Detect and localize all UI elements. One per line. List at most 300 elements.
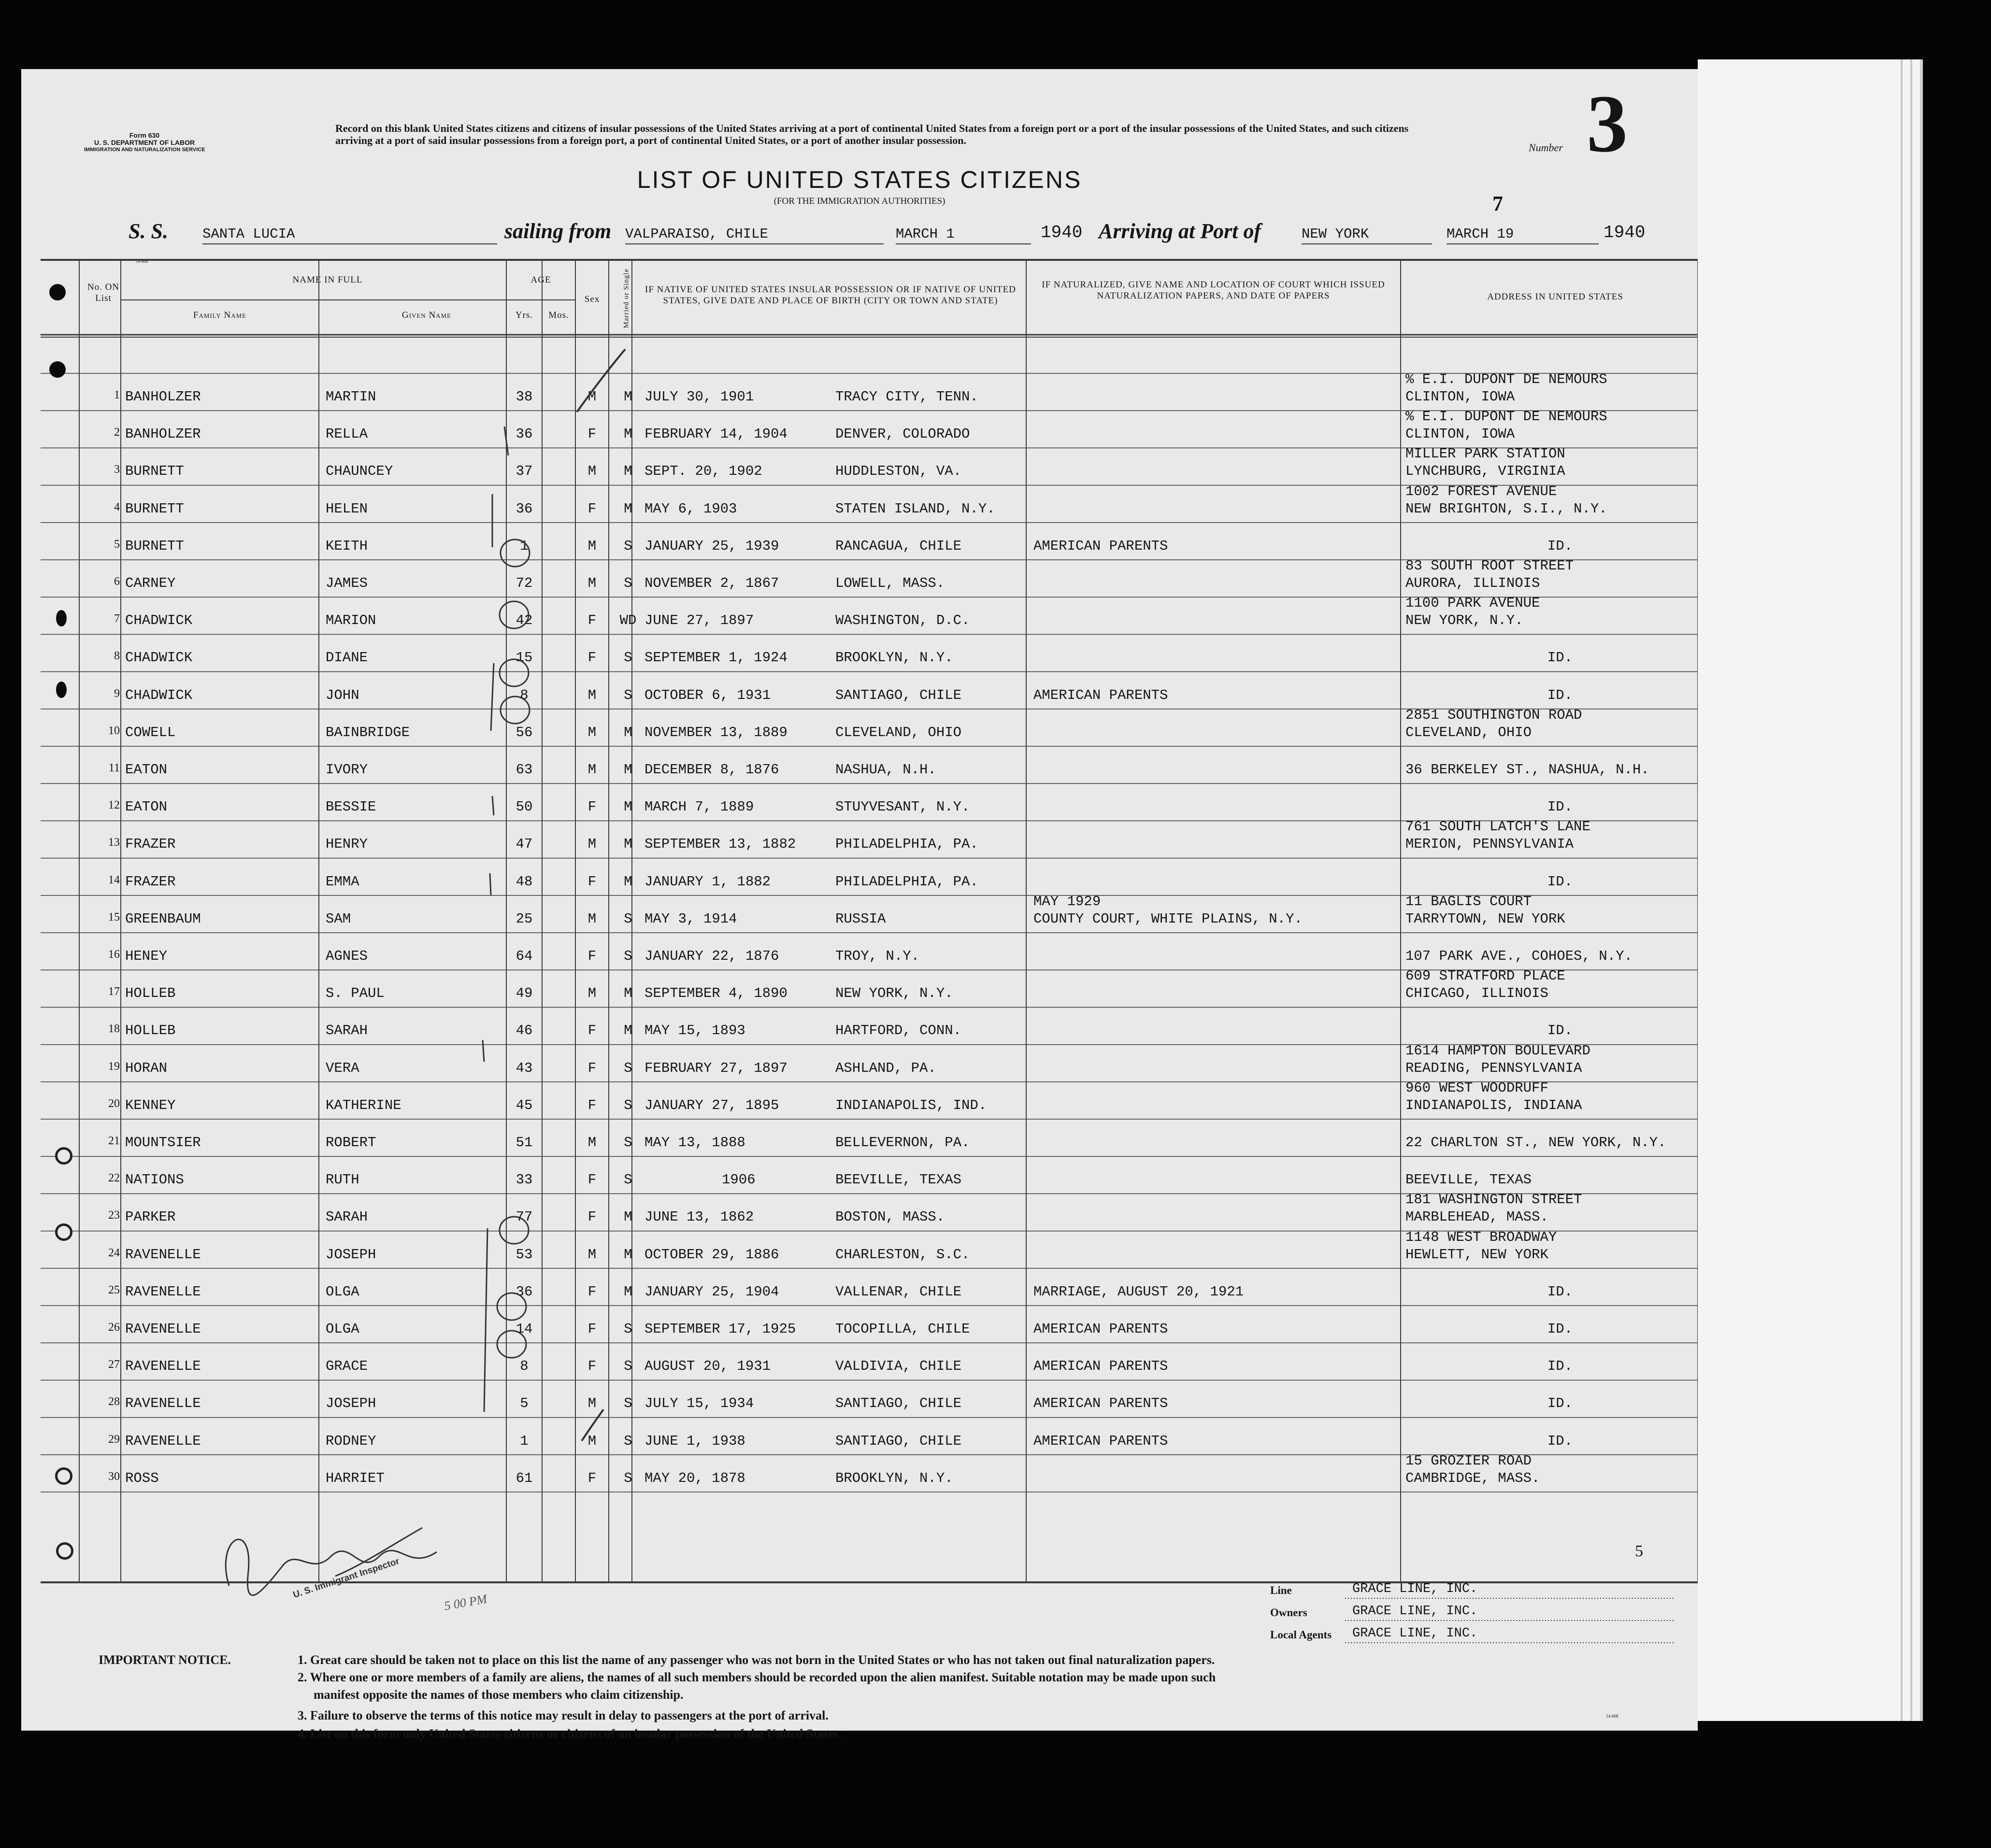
- address-line-1: 1614 HAMPTON BOULEVARD: [1405, 1042, 1590, 1059]
- punch-hole: [49, 361, 66, 378]
- birth-place: VALDIVIA, CHILE: [835, 1358, 962, 1375]
- arrival-year: 1940: [1604, 223, 1646, 242]
- family-name: BANHOLZER: [125, 426, 201, 442]
- address-line-2: ID.: [1547, 1283, 1573, 1300]
- address-line-2: LYNCHBURG, VIRGINIA: [1405, 463, 1565, 480]
- family-name: RAVENELLE: [125, 1246, 201, 1263]
- age-years: 15: [516, 650, 533, 666]
- birth-place: NASHUA, N.H.: [835, 762, 936, 778]
- row-number: 8: [114, 650, 120, 663]
- arrival-port: NEW YORK: [1302, 226, 1369, 242]
- family-name: NATIONS: [125, 1172, 184, 1188]
- address-line-2: AURORA, ILLINOIS: [1405, 575, 1540, 591]
- header-address: ADDRESS IN UNITED STATES: [1487, 292, 1623, 302]
- sex: M: [587, 1395, 597, 1412]
- address-line-1: 761 SOUTH LATCH'S LANE: [1405, 819, 1590, 835]
- row-number: 27: [108, 1358, 120, 1371]
- birth-place: PHILADELPHIA, PA.: [835, 873, 978, 890]
- birth-date: JULY 15, 1934: [645, 1395, 754, 1412]
- stamp-time: 5 00 PM: [443, 1592, 488, 1613]
- given-name: CHAUNCEY: [326, 463, 393, 480]
- address-line-1: 609 STRATFORD PLACE: [1405, 968, 1565, 984]
- marital-status: WD: [619, 612, 637, 629]
- birth-date: FEBRUARY 14, 1904: [645, 426, 788, 442]
- given-name: BAINBRIDGE: [326, 724, 410, 740]
- marital-status: S: [624, 910, 632, 927]
- address-line-2: ID.: [1547, 873, 1573, 890]
- punch-hole: [55, 1147, 72, 1165]
- given-name: MARION: [326, 612, 376, 629]
- department-name: U. S. DEPARTMENT OF LABOR: [94, 139, 195, 146]
- address-line-1: 83 SOUTH ROOT STREET: [1405, 558, 1574, 574]
- address-line-1: 15 GROZIER ROAD: [1405, 1452, 1532, 1469]
- birth-date: SEPTEMBER 17, 1925: [645, 1321, 796, 1337]
- age-years: 61: [516, 1470, 533, 1486]
- birth-date: JANUARY 1, 1882: [645, 873, 771, 890]
- punch-hole: [49, 284, 66, 300]
- birth-date: SEPTEMBER 1, 1924: [645, 650, 788, 666]
- address-line-1: MILLER PARK STATION: [1405, 446, 1565, 462]
- sex: F: [587, 799, 597, 815]
- age-years: 33: [516, 1172, 533, 1188]
- birth-date: JUNE 13, 1862: [645, 1209, 754, 1225]
- age-years: 50: [516, 799, 533, 815]
- naturalization-line-1: MAY 1929: [1033, 893, 1101, 910]
- naturalization-line-2: AMERICAN PARENTS: [1033, 1395, 1168, 1412]
- given-name: JOSEPH: [326, 1246, 376, 1263]
- address-line-2: MERION, PENNSYLVANIA: [1405, 836, 1574, 853]
- marital-status: M: [624, 724, 632, 740]
- sex: F: [587, 1321, 597, 1337]
- family-name: BURNETT: [125, 500, 184, 517]
- marital-status: S: [624, 1395, 632, 1412]
- family-name: FRAZER: [125, 836, 176, 853]
- birth-date: MAY 15, 1893: [645, 1023, 745, 1039]
- birth-place: BELLEVERNON, PA.: [835, 1135, 970, 1151]
- row-number: 5: [114, 538, 120, 551]
- header-sex: Sex: [584, 294, 600, 304]
- marital-status: S: [624, 687, 632, 703]
- family-name: BANHOLZER: [125, 389, 201, 405]
- row-number: 15: [108, 910, 120, 924]
- family-name: RAVENELLE: [125, 1358, 201, 1375]
- marital-status: M: [624, 426, 632, 442]
- marital-status: S: [624, 1172, 632, 1188]
- given-name: GRACE: [326, 1358, 368, 1375]
- marital-status: S: [624, 948, 632, 964]
- age-years: 49: [516, 985, 533, 1002]
- address-line-2: CHICAGO, ILLINOIS: [1405, 985, 1548, 1002]
- birth-place: BROOKLYN, N.Y.: [835, 1470, 953, 1486]
- address-line-2: ID.: [1547, 1023, 1573, 1039]
- given-name: HENRY: [326, 836, 368, 853]
- marital-status: S: [624, 538, 632, 554]
- agents-value: GRACE LINE, INC.: [1352, 1626, 1478, 1641]
- number-label: Number: [1529, 142, 1563, 154]
- address-line-2: TARRYTOWN, NEW YORK: [1405, 910, 1565, 927]
- sex: F: [587, 500, 597, 517]
- sex: F: [587, 1097, 597, 1113]
- birth-date: MARCH 7, 1889: [645, 799, 754, 815]
- marital-status: M: [624, 985, 632, 1002]
- birth-place: SANTIAGO, CHILE: [835, 1395, 962, 1412]
- address-line-1: % E.I. DUPONT DE NEMOURS: [1405, 371, 1607, 387]
- address-line-1: 1100 PARK AVENUE: [1405, 595, 1540, 611]
- birth-date: JANUARY 25, 1904: [645, 1283, 779, 1300]
- birth-date: FEBRUARY 27, 1897: [645, 1060, 788, 1076]
- family-name: RAVENELLE: [125, 1395, 201, 1412]
- punch-hole: [56, 682, 67, 698]
- marital-status: M: [624, 762, 632, 778]
- given-name: SAM: [326, 910, 351, 927]
- marital-status: M: [624, 1283, 632, 1300]
- punch-hole: [56, 610, 67, 626]
- row-number: 9: [114, 687, 120, 700]
- family-name: GREENBAUM: [125, 910, 201, 927]
- family-name: PARKER: [125, 1209, 176, 1225]
- age-years: 72: [516, 575, 533, 591]
- age-years: 25: [516, 910, 533, 927]
- sex: F: [587, 650, 597, 666]
- header-age: AGE: [530, 275, 551, 285]
- row-number: 12: [108, 799, 120, 812]
- birth-place: INDIANAPOLIS, IND.: [835, 1097, 987, 1113]
- sex: F: [587, 1209, 597, 1225]
- service-name: IMMIGRATION AND NATURALIZATION SERVICE: [84, 147, 205, 153]
- marital-status: M: [624, 500, 632, 517]
- naturalization-line-2: COUNTY COURT, WHITE PLAINS, N.Y.: [1033, 910, 1303, 927]
- header-name-in-full: NAME IN FULL: [292, 275, 363, 285]
- family-name: HENEY: [125, 948, 168, 964]
- family-name: HORAN: [125, 1060, 168, 1076]
- address-line-2: ID.: [1547, 1358, 1573, 1375]
- birth-place: TOCOPILLA, CHILE: [835, 1321, 970, 1337]
- sex: F: [587, 1283, 597, 1300]
- row-number: 19: [108, 1060, 120, 1073]
- family-name: ROSS: [125, 1470, 159, 1486]
- family-name: MOUNTSIER: [125, 1135, 201, 1151]
- given-name: RUTH: [326, 1172, 359, 1188]
- sex: F: [587, 1172, 597, 1188]
- row-number: 25: [108, 1283, 120, 1296]
- address-line-2: CLINTON, IOWA: [1405, 389, 1515, 405]
- birth-date: OCTOBER 6, 1931: [645, 687, 771, 703]
- header-marital-status: Married or Single: [622, 268, 630, 328]
- owners-label: Owners: [1270, 1606, 1307, 1619]
- notice-item-1: 1. Great care should be taken not to place on this list the name of any passenger who was not born in the United States or who has not taken out final naturalization papers.: [298, 1653, 1215, 1667]
- sex: F: [587, 1470, 597, 1486]
- birth-place: PHILADELPHIA, PA.: [835, 836, 978, 853]
- print-code-top: 14-608: [136, 259, 148, 264]
- sex: M: [587, 575, 597, 591]
- form-instructions: Record on this blank United States citizens and citizens of insular possessions of the United States arriving at a port of continental United States from a foreign port or a port of the insular possessions of the United States, and such citizens arriving at a port of said insular possessions from a foreign port, a port of continental United States, or a port of another insular possession.: [335, 122, 1409, 146]
- row-number: 7: [114, 612, 120, 625]
- sex: M: [587, 1246, 597, 1263]
- birth-place: BROOKLYN, N.Y.: [835, 650, 953, 666]
- row-number: 11: [108, 762, 120, 774]
- birth-place: SANTIAGO, CHILE: [835, 687, 962, 703]
- header-birth: IF NATIVE OF UNITED STATES INSULAR POSSESSION OR IF NATIVE OF UNITED STATES, GIVE DATE AND PLACE OF BIRTH (CITY OR TOWN AND STATE): [645, 284, 1016, 306]
- marital-status: S: [624, 575, 632, 591]
- naturalization-line-2: MARRIAGE, AUGUST 20, 1921: [1033, 1283, 1244, 1300]
- address-line-2: ID.: [1547, 1395, 1573, 1412]
- row-number: 13: [108, 836, 120, 849]
- age-years: 43: [516, 1060, 533, 1076]
- family-name: COWELL: [125, 724, 176, 740]
- birth-date: SEPTEMBER 13, 1882: [645, 836, 796, 853]
- family-name: HOLLEB: [125, 985, 176, 1002]
- sex: M: [587, 762, 597, 778]
- row-number: 18: [108, 1023, 120, 1036]
- marital-status: M: [624, 389, 632, 405]
- sex: F: [587, 873, 597, 890]
- row-number: 30: [108, 1470, 120, 1483]
- birth-place: SANTIAGO, CHILE: [835, 1433, 962, 1449]
- birth-date: OCTOBER 29, 1886: [645, 1246, 779, 1263]
- given-name: BESSIE: [326, 799, 376, 815]
- family-name: EATON: [125, 762, 168, 778]
- marital-status: M: [624, 1209, 632, 1225]
- family-name: CHADWICK: [125, 612, 193, 629]
- address-line-2: ID.: [1547, 650, 1573, 666]
- header-months: Mos.: [548, 310, 569, 320]
- address-line-1: 1002 FOREST AVENUE: [1405, 483, 1557, 499]
- age-years: 8: [520, 687, 529, 703]
- given-name: AGNES: [326, 948, 368, 964]
- sex: F: [587, 1060, 597, 1076]
- age-years: 51: [516, 1135, 533, 1151]
- birth-place: VALLENAR, CHILE: [835, 1283, 962, 1300]
- birth-date: SEPTEMBER 4, 1890: [645, 985, 788, 1002]
- sailing-from-label: sailing from: [504, 219, 612, 243]
- address-line-1: 960 WEST WOODRUFF: [1405, 1080, 1548, 1096]
- page-subtitle: (FOR THE IMMIGRATION AUTHORITIES): [773, 196, 945, 206]
- birth-date: JANUARY 25, 1939: [645, 538, 779, 554]
- naturalization-line-2: AMERICAN PARENTS: [1033, 538, 1168, 554]
- address-line-1: 11 BAGLIS COURT: [1405, 893, 1532, 910]
- footer-lines: [21, 69, 1698, 1731]
- birth-date: JANUARY 22, 1876: [645, 948, 779, 964]
- age-years: 36: [516, 500, 533, 517]
- birth-date: JULY 30, 1901: [645, 389, 754, 405]
- header-given-name: Given Name: [401, 310, 452, 320]
- age-years: 1: [520, 538, 529, 554]
- age-years: 14: [516, 1321, 533, 1337]
- age-years: 5: [520, 1395, 529, 1412]
- age-years: 45: [516, 1097, 533, 1113]
- owners-value: GRACE LINE, INC.: [1352, 1604, 1478, 1619]
- given-name: HARRIET: [326, 1470, 385, 1486]
- age-years: 63: [516, 762, 533, 778]
- naturalization-line-2: AMERICAN PARENTS: [1033, 1358, 1168, 1375]
- page-tally: 5: [1635, 1542, 1643, 1560]
- marital-status: S: [624, 1097, 632, 1113]
- address-line-2: 107 PARK AVE., COHOES, N.Y.: [1405, 948, 1633, 964]
- family-name: CHADWICK: [125, 650, 193, 666]
- sex: F: [587, 612, 597, 629]
- notice-label: IMPORTANT NOTICE.: [99, 1653, 231, 1667]
- birth-date: 1906: [722, 1172, 756, 1188]
- marital-status: M: [624, 836, 632, 853]
- birth-date: MAY 20, 1878: [645, 1470, 745, 1486]
- manifest-page: [21, 69, 1698, 1741]
- birth-place: STUYVESANT, N.Y.: [835, 799, 970, 815]
- row-number: 1: [114, 389, 120, 401]
- birth-date: SEPT. 20, 1902: [645, 463, 762, 480]
- naturalization-line-2: AMERICAN PARENTS: [1033, 687, 1168, 703]
- given-name: OLGA: [326, 1283, 359, 1300]
- address-line-2: ID.: [1547, 799, 1573, 815]
- naturalization-line-2: AMERICAN PARENTS: [1033, 1321, 1168, 1337]
- age-years: 36: [516, 426, 533, 442]
- row-number: 6: [114, 575, 120, 588]
- punch-hole: [56, 1542, 73, 1560]
- birth-place: BOSTON, MASS.: [835, 1209, 945, 1225]
- arrival-date: MARCH 19: [1447, 226, 1514, 242]
- age-years: 64: [516, 948, 533, 964]
- age-years: 37: [516, 463, 533, 480]
- notice-item-3: 3. Failure to observe the terms of this notice may result in delay to passengers at the port of arrival.: [298, 1708, 829, 1722]
- notice-item-2-continued: manifest opposite the names of those members who claim citizenship.: [314, 1688, 684, 1702]
- notice-item-4: 4. List on this form only United States citizens or citizens of an insular possession of the United States.: [298, 1727, 842, 1741]
- sex: F: [587, 1358, 597, 1375]
- row-number: 14: [108, 873, 120, 886]
- birth-place: HARTFORD, CONN.: [835, 1023, 962, 1039]
- birth-place: RUSSIA: [835, 910, 886, 927]
- birth-place: BEEVILLE, TEXAS: [835, 1172, 962, 1188]
- age-years: 8: [520, 1358, 529, 1375]
- given-name: IVORY: [326, 762, 368, 778]
- marital-status: M: [624, 1023, 632, 1039]
- sex: F: [587, 426, 597, 442]
- row-number: 2: [114, 426, 120, 439]
- given-name: ROBERT: [326, 1135, 376, 1151]
- address-line-2: ID.: [1547, 1321, 1573, 1337]
- given-name: KEITH: [326, 538, 368, 554]
- sex: M: [587, 389, 597, 405]
- row-number: 22: [108, 1172, 120, 1185]
- given-name: EMMA: [326, 873, 359, 890]
- birth-place: STATEN ISLAND, N.Y.: [835, 500, 995, 517]
- sex: F: [587, 1023, 597, 1039]
- address-line-1: 181 WASHINGTON STREET: [1405, 1192, 1582, 1208]
- marital-status: S: [624, 1470, 632, 1486]
- birth-place: TROY, N.Y.: [835, 948, 920, 964]
- birth-date: AUGUST 20, 1931: [645, 1358, 771, 1375]
- given-name: RODNEY: [326, 1433, 376, 1449]
- sex: M: [587, 687, 597, 703]
- birth-date: NOVEMBER 13, 1889: [645, 724, 788, 740]
- family-name: CHADWICK: [125, 687, 193, 703]
- address-line-2: 36 BERKELEY ST., NASHUA, N.H.: [1405, 762, 1649, 778]
- line-value: GRACE LINE, INC.: [1352, 1582, 1478, 1596]
- row-number: 10: [108, 724, 120, 737]
- row-number: 3: [114, 463, 120, 476]
- sex: M: [587, 836, 597, 853]
- family-name: BURNETT: [125, 538, 184, 554]
- birth-place: DENVER, COLORADO: [835, 426, 970, 442]
- punch-hole: [55, 1467, 72, 1485]
- age-years: 77: [516, 1209, 533, 1225]
- family-name: BURNETT: [125, 463, 184, 480]
- address-line-2: CLINTON, IOWA: [1405, 426, 1515, 442]
- row-number: 29: [108, 1433, 120, 1446]
- given-name: S. PAUL: [326, 985, 385, 1002]
- row-number: 24: [108, 1246, 120, 1259]
- given-name: RELLA: [326, 426, 368, 442]
- given-name: KATHERINE: [326, 1097, 401, 1113]
- header-years: Yrs.: [515, 310, 533, 320]
- sex: M: [587, 910, 597, 927]
- birth-place: LOWELL, MASS.: [835, 575, 945, 591]
- print-code-bottom: 14-608: [1606, 1714, 1619, 1719]
- family-name: FRAZER: [125, 873, 176, 890]
- departure-date: MARCH 1: [896, 226, 955, 242]
- address-line-2: NEW BRIGHTON, S.I., N.Y.: [1405, 500, 1607, 517]
- address-line-2: CLEVELAND, OHIO: [1405, 724, 1532, 740]
- family-name: RAVENELLE: [125, 1433, 201, 1449]
- family-name: CARNEY: [125, 575, 176, 591]
- address-line-2: 22 CHARLTON ST., NEW YORK, N.Y.: [1405, 1135, 1666, 1151]
- marital-status: M: [624, 463, 632, 480]
- address-line-2: READING, PENNSYLVANIA: [1405, 1060, 1582, 1076]
- age-years: 48: [516, 873, 533, 890]
- given-name: JAMES: [326, 575, 368, 591]
- marital-status: S: [624, 1358, 632, 1375]
- ship-name: SANTA LUCIA: [202, 226, 295, 242]
- address-line-2: BEEVILLE, TEXAS: [1405, 1172, 1532, 1188]
- punch-hole: [55, 1223, 72, 1241]
- age-years: 36: [516, 1283, 533, 1300]
- naturalization-line-2: AMERICAN PARENTS: [1033, 1433, 1168, 1449]
- marital-status: S: [624, 1433, 632, 1449]
- birth-date: MAY 6, 1903: [645, 500, 737, 517]
- birth-place: TRACY CITY, TENN.: [835, 389, 978, 405]
- sex: M: [587, 724, 597, 740]
- address-line-1: 2851 SOUTHINGTON ROAD: [1405, 707, 1582, 723]
- underlying-sheet: [1698, 59, 1923, 1721]
- age-years: 38: [516, 389, 533, 405]
- marital-status: S: [624, 1135, 632, 1151]
- given-name: OLGA: [326, 1321, 359, 1337]
- address-line-2: ID.: [1547, 687, 1573, 703]
- age-years: 47: [516, 836, 533, 853]
- address-line-1: 1148 WEST BROADWAY: [1405, 1229, 1557, 1245]
- family-name: HOLLEB: [125, 1023, 176, 1039]
- given-name: DIANE: [326, 650, 368, 666]
- birth-place: NEW YORK, N.Y.: [835, 985, 953, 1002]
- age-years: 46: [516, 1023, 533, 1039]
- given-name: JOHN: [326, 687, 359, 703]
- birth-place: HUDDLESTON, VA.: [835, 463, 962, 480]
- given-name: SARAH: [326, 1023, 368, 1039]
- address-line-1: % E.I. DUPONT DE NEMOURS: [1405, 409, 1607, 425]
- sex: F: [587, 948, 597, 964]
- birth-date: JANUARY 27, 1895: [645, 1097, 779, 1113]
- birth-place: RANCAGUA, CHILE: [835, 538, 962, 554]
- marital-status: M: [624, 799, 632, 815]
- family-name: RAVENELLE: [125, 1283, 201, 1300]
- header-list-number: No. ON List: [87, 282, 120, 303]
- birth-place: WASHINGTON, D.C.: [835, 612, 970, 629]
- inspector-stamp: U. S. Immigrant Inspector: [292, 1556, 401, 1600]
- row-number: 26: [108, 1321, 120, 1334]
- age-years: 56: [516, 724, 533, 740]
- address-line-2: MARBLEHEAD, MASS.: [1405, 1209, 1548, 1225]
- marital-status: M: [624, 1246, 632, 1263]
- header-family-name: Family Name: [193, 310, 247, 320]
- sex: M: [587, 1433, 597, 1449]
